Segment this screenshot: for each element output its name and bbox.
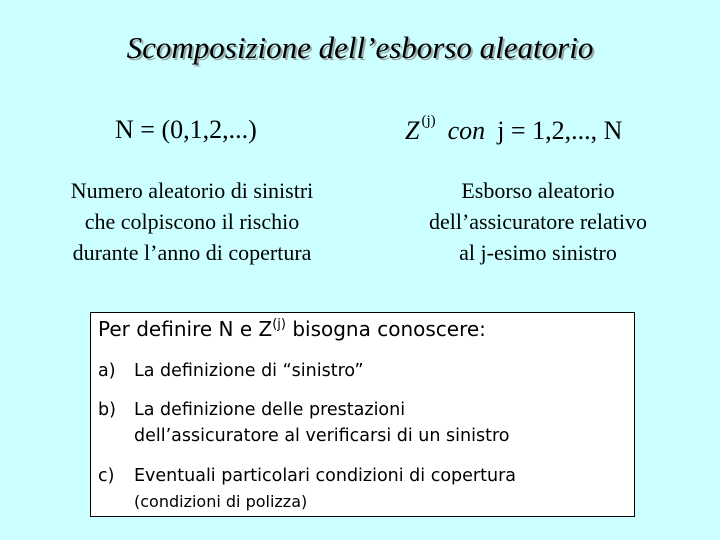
description-n-line: Numero aleatorio di sinistri [70, 178, 314, 203]
formula-z-superscript: (j) [421, 113, 436, 129]
item-text: Eventuali particolari condizioni di copertura [134, 466, 516, 486]
description-n-line: durante l’anno di copertura [72, 240, 312, 265]
item-note: (condizioni di polizza) [134, 492, 308, 511]
formula-z-base: Z [405, 116, 420, 145]
item-marker: c) [98, 466, 115, 486]
item-text: La definizione di “sinistro” [134, 361, 364, 381]
item-marker: a) [98, 361, 116, 381]
formula-n: N = (0,1,2,...) [115, 115, 257, 144]
description-z-line: Esborso aleatorio [461, 178, 615, 203]
description-n [32, 175, 352, 268]
item-marker: b) [98, 400, 116, 420]
description-n-line: che colpiscono il rischio [84, 209, 300, 234]
heading-superscript: (j) [272, 317, 286, 332]
formula-z-con: con [447, 116, 486, 145]
requirement-item-c [98, 463, 516, 515]
description-z-line: al j-esimo sinistro [459, 240, 617, 265]
formula-z [405, 113, 622, 146]
description-z [378, 175, 698, 268]
formula-z-rest: j = 1,2,..., N [497, 116, 623, 145]
slide-title: Scomposizione dell’esborso aleatorio [126, 30, 594, 65]
description-z-line: dell’assicuratore relativo [428, 209, 648, 234]
requirement-item-b [98, 397, 509, 449]
item-text-continued: dell’assicuratore al verificarsi di un sinistro [134, 426, 510, 446]
heading-part-1: Per definire N e Z [98, 317, 273, 341]
heading-part-2: bisogna conoscere: [285, 317, 486, 341]
requirements-heading [98, 317, 486, 341]
requirements-box [90, 312, 635, 517]
requirement-item-a [98, 358, 364, 384]
item-text: La definizione delle prestazioni [134, 400, 406, 420]
